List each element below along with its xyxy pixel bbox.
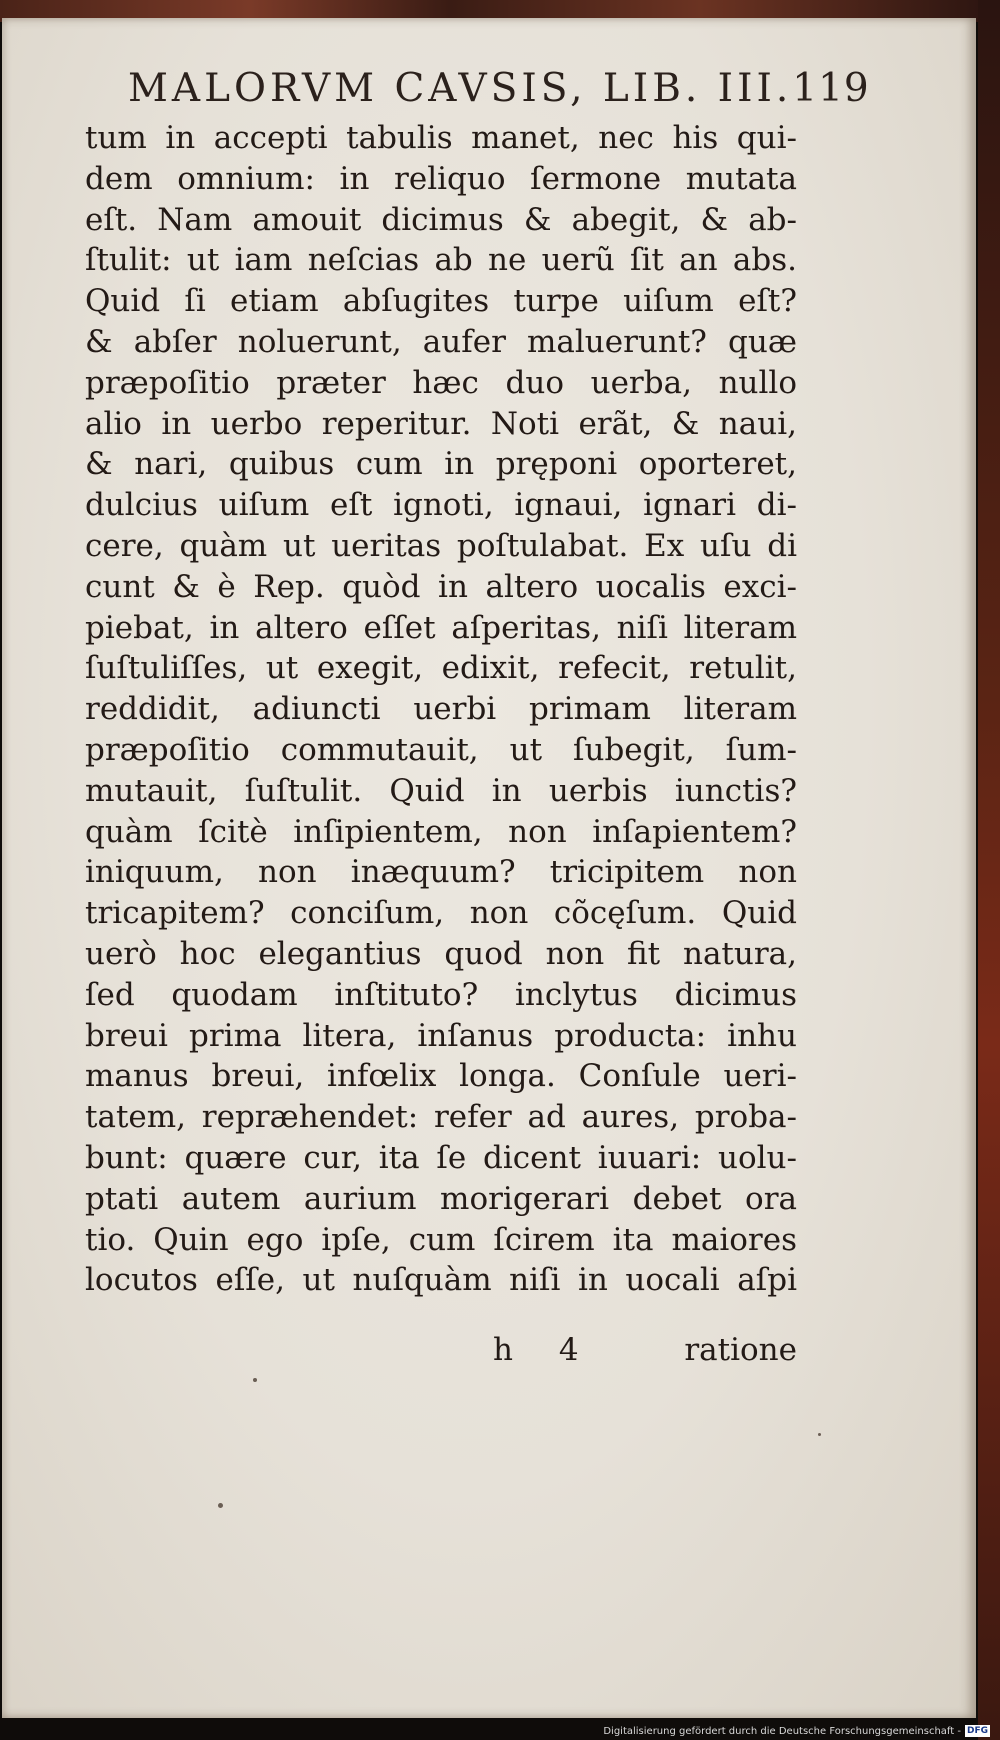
text-line: cere, quàm ut ueritas poſtulabat. Ex uſu di xyxy=(85,527,797,564)
text-line: quàm ſcitè inſipientem, non inſapientem? xyxy=(85,813,797,850)
text-line: & abſer noluerunt, aufer maluerunt? quæ xyxy=(85,323,797,360)
text-line: tum in accepti tabulis manet, nec his qui- xyxy=(85,120,797,156)
text-line: bunt: quære cur, ita ſe dicent iuuari: uolu- xyxy=(85,1139,797,1176)
running-header xyxy=(128,62,870,114)
catchword: ratione xyxy=(684,1332,797,1368)
footer-credit: Digitalisierung gefördert durch die Deutsche Forschungsgemeinschaft - xyxy=(603,1725,961,1737)
signature-catchword-line xyxy=(85,1332,797,1376)
text-line: piebat, in altero eſſet aſperitas, niſi literam xyxy=(85,609,797,646)
text-line: mutauit, ſuſtulit. Quid in uerbis iunctis? xyxy=(85,772,797,809)
text-line: dem omnium: in reliquo ſermone mutata xyxy=(85,160,797,197)
text-line: præpoſitio commutauit, ut ſubegit, ſum- xyxy=(85,731,797,768)
text-line: ſed quodam inſtituto? inclytus dicimus xyxy=(85,976,797,1013)
text-line: cunt & è Rep. quòd in altero uocalis exci- xyxy=(85,568,797,605)
text-line: tatem, repræhendet: refer ad aures, proba- xyxy=(85,1099,797,1136)
page-number: 119 xyxy=(792,65,870,111)
running-title: MALORVM CAVSIS, LIB. III. xyxy=(128,65,793,111)
paper-speck xyxy=(253,1378,257,1382)
body-text xyxy=(85,118,797,1301)
dfg-logo: DFG xyxy=(966,1726,988,1736)
paper-speck xyxy=(218,1503,223,1508)
text-line: tricapitem? conciſum, non cõcęſum. Quid xyxy=(85,895,797,932)
text-line: locutos eſſe, ut nuſquàm niſi in uocali aſpi xyxy=(85,1262,797,1299)
text-line: breui prima litera, inſanus producta: inhu xyxy=(85,1017,797,1054)
text-line: ſtulit: ut iam neſcias ab ne uerũ ſit an abs. xyxy=(85,242,797,279)
text-line: ptati autem aurium morigerari debet ora xyxy=(85,1180,797,1217)
text-line: præpoſitio præter hæc duo uerba, nullo xyxy=(85,364,797,401)
digitization-footer xyxy=(600,1724,990,1738)
text-line: Quid ſi etiam abſugites turpe uiſum eſt? xyxy=(85,283,797,320)
text-line: uerò hoc elegantius quod non fit natura, xyxy=(85,935,797,972)
book-fore-edge xyxy=(978,0,1000,1740)
text-line: manus breui, infœlix longa. Conſule ueri- xyxy=(85,1058,797,1095)
text-line: & nari, quibus cum in pręponi oporteret, xyxy=(85,446,797,483)
paper-speck xyxy=(818,1433,821,1436)
text-line: tio. Quin ego ipſe, cum ſcirem ita maiores xyxy=(85,1221,797,1258)
text-line: ſuſtuliſſes, ut exegit, edixit, refecit, retulit, xyxy=(85,650,797,687)
text-line: alio in uerbo reperitur. Noti erãt, & naui, xyxy=(85,405,797,442)
text-line: eſt. Nam amouit dicimus & abegit, & ab- xyxy=(85,201,797,238)
text-line: reddidit, adiuncti uerbi primam literam xyxy=(85,691,797,728)
text-line: iniquum, non inæquum? tricipitem non xyxy=(85,854,797,891)
signature-mark: h 4 xyxy=(493,1332,597,1368)
text-line: dulcius uiſum eſt ignoti, ignaui, ignari di- xyxy=(85,487,797,524)
